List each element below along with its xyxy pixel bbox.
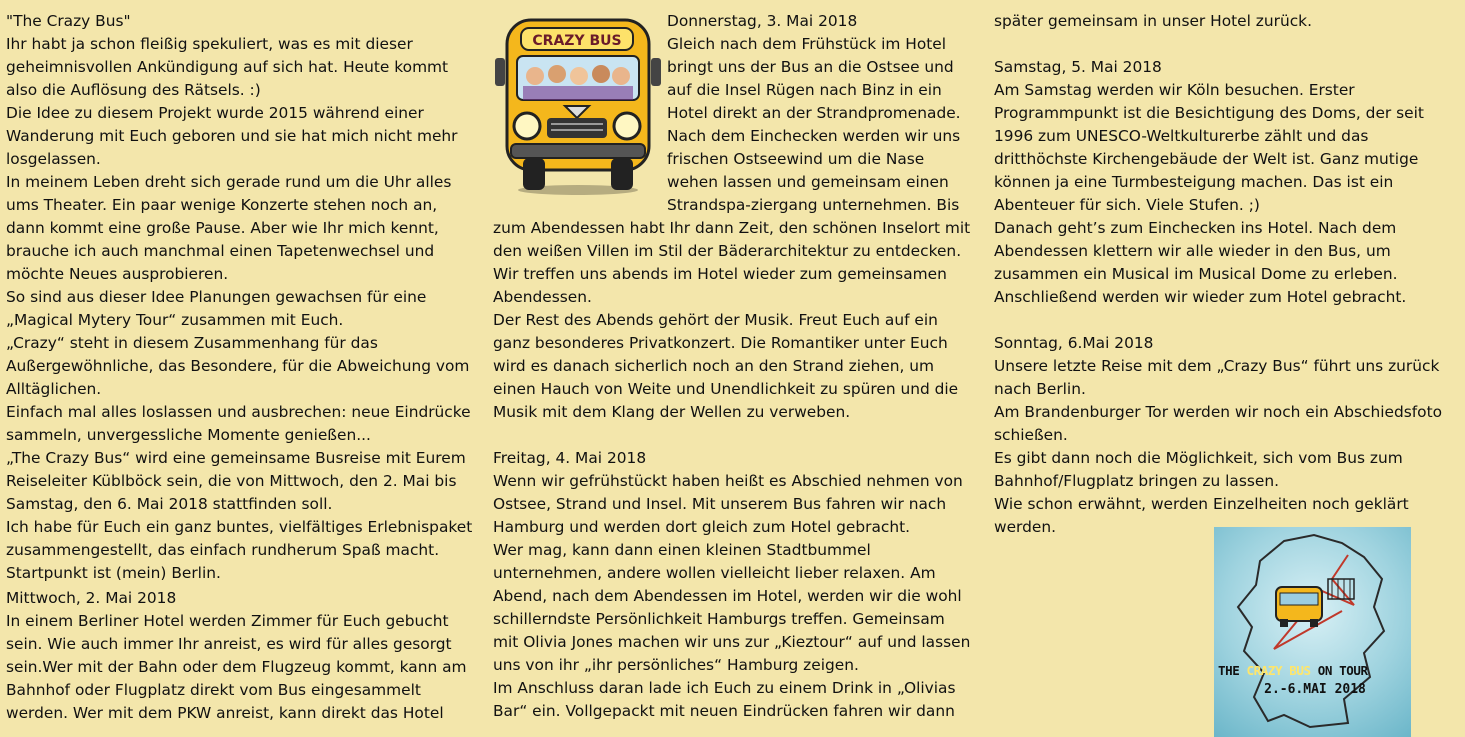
- day-text-thursday: Gleich nach dem Frühstück im Hotel bringt uns der Bus an die Ostsee und auf die Insel Rügen nach Binz in ein Hotel direkt an der Strandpromenade. Nach dem Einchecken werden wir uns frischen Ostseewind um die Nase wehen lassen und gemeinsam einen Strandspa-ziergang unternehmen. Bis zum Abendessen habt Ihr dann Zeit, den schönen Inselort mit den weißen Villen im Stil der Bäderarchitektur zu entdecken.: [493, 35, 971, 260]
- day-text-friday: Wer mag, kann dann einen kleinen Stadtbummel unternehmen, andere wollen vielleicht lieber relaxen. Am Abend, nach dem Abendessen im Hotel, werden wir die wohl schillerndste Persönlichkeit Hamburgs treffen. Gemeinsam mit Olivia Jones machen wir uns zur „Kieztour“ auf und lassen uns von ihr „ihr persönliches“ Hamburg zeigen.: [493, 541, 971, 674]
- intro-paragraph: In meinem Leben dreht sich gerade rund um die Uhr alles ums Theater. Ein paar wenige Konzerte stehen noch an, dann kommt eine große Pause. Aber wie Ihr mich kennt, brauche ich auch manchmal einen Tapetenwechsel und möchte Neues ausprobieren.: [6, 173, 452, 283]
- column-middle: [493, 10, 973, 723]
- tour-poster-image: [1214, 527, 1411, 737]
- day-heading-wednesday: Mittwoch, 2. Mai 2018: [6, 589, 177, 607]
- day-text-friday: Wenn wir gefrühstückt haben heißt es Abschied nehmen von Ostsee, Strand und Insel. Mit unserem Bus fahren wir nach Hamburg und werden dort gleich zum Hotel gebracht.: [493, 472, 963, 536]
- intro-paragraph: Ihr habt ja schon fleißig spekuliert, was es mit dieser geheimnisvollen Ankündigung auf sich hat. Heute kommt also die Auflösung des Rätsels. :): [6, 35, 449, 99]
- tour-title-pre: THE: [1218, 663, 1247, 678]
- day-text-friday: Im Anschluss daran lade ich Euch zu einem Drink in „Olivias Bar“ ein. Vollgepackt mit neuen Eindrücken fahren wir dann: [493, 679, 956, 720]
- day-text-sunday: Es gibt dann noch die Möglichkeit, sich vom Bus zum Bahnhof/Flugplatz bringen zu lassen.: [994, 449, 1403, 490]
- tour-title-highlight: CRAZY BUS: [1246, 663, 1311, 678]
- day-heading-friday: Freitag, 4. Mai 2018: [493, 449, 647, 467]
- day-text-thursday: Wir treffen uns abends im Hotel wieder zum gemeinsamen Abendessen.: [493, 265, 947, 306]
- day-text-thursday: Der Rest des Abends gehört der Musik. Freut Euch auf ein ganz besonderes Privatkonzert. Die Romantiker unter Euch wird es danach sicherlich noch an den Strand ziehen, um einen Hauch von Weite und Unendlichkeit zu spüren und die Musik mit dem Klang der Wellen zu verweben.: [493, 311, 959, 421]
- tour-poster-dates: 2.-6.MAI 2018: [1264, 682, 1366, 697]
- day-text-sunday: Am Brandenburger Tor werden wir noch ein Abschiedsfoto schießen.: [994, 403, 1443, 444]
- intro-paragraph: „Crazy“ steht in diesem Zusammenhang für das Außergewöhnliche, das Besondere, für die Abweichung vom Alltäglichen.: [6, 334, 470, 398]
- day-heading-sunday: Sonntag, 6.Mai 2018: [994, 334, 1154, 352]
- day-text-wednesday: In einem Berliner Hotel werden Zimmer für Euch gebucht sein. Wie auch immer Ihr anreist, es wird für alles gesorgt sein.Wer mit der Bahn oder dem Flugzeug kommt, kann am Bahnhof oder Flugplatz direkt vom Bus eingesammelt werden. Wer mit dem PKW anreist, kann direkt das Hotel: [6, 612, 467, 722]
- tour-poster-title: [1218, 664, 1411, 678]
- day-text-sunday: Wie schon erwähnt, werden Einzelheiten noch geklärt werden.: [994, 495, 1409, 536]
- column-right: [994, 10, 1444, 539]
- intro-paragraph: Startpunkt ist (mein) Berlin.: [6, 564, 221, 582]
- day-text-saturday: Danach geht’s zum Einchecken ins Hotel. Nach dem Abendessen klettern wir alle wieder in den Bus, um zusammen ein Musical im Musical Dome zu erleben. Anschließend werden wir wieder zum Hotel gebracht.: [994, 219, 1407, 306]
- intro-paragraph: Einfach mal alles loslassen und ausbrechen: neue Eindrücke sammeln, unvergessliche Momente genießen...: [6, 403, 471, 444]
- intro-title: "The Crazy Bus": [6, 12, 131, 30]
- crazy-bus-illustration: [493, 14, 663, 196]
- intro-paragraph: Ich habe für Euch ein ganz buntes, vielfältiges Erlebnispaket zusammengestellt, das einfach rundherum Spaß macht.: [6, 518, 473, 559]
- day-heading-thursday: Donnerstag, 3. Mai 2018: [667, 12, 858, 30]
- day-text-sunday: Unsere letzte Reise mit dem „Crazy Bus“ führt uns zurück nach Berlin.: [994, 357, 1440, 398]
- intro-paragraph: So sind aus dieser Idee Planungen gewachsen für eine „Magical Mytery Tour“ zusammen mit Euch.: [6, 288, 427, 329]
- bus-sign-text: CRAZY BUS: [532, 33, 622, 49]
- intro-paragraph: Die Idee zu diesem Projekt wurde 2015 während einer Wanderung mit Euch geboren und sie hat mich nicht mehr losgelassen.: [6, 104, 458, 168]
- column-left: [6, 10, 476, 725]
- tour-title-post: ON TOUR: [1310, 663, 1368, 678]
- germany-map-icon: [1214, 527, 1411, 737]
- intro-paragraph: „The Crazy Bus“ wird eine gemeinsame Busreise mit Eurem Reiseleiter Küblböck sein, die von Mittwoch, den 2. Mai bis Samstag, den 6. Mai 2018 stattfinden soll.: [6, 449, 466, 513]
- day-heading-saturday: Samstag, 5. Mai 2018: [994, 58, 1162, 76]
- day-text-saturday: Am Samstag werden wir Köln besuchen. Erster Programmpunkt ist die Besichtigung des Doms, der seit 1996 zum UNESCO-Weltkulturerbe zählt und das dritthöchste Kirchengebäude der Welt ist. Ganz mutige können ja eine Turmbesteigung machen. Das ist ein Abenteuer für sich. Viele Stufen. ;): [994, 81, 1424, 214]
- continued-text: später gemeinsam in unser Hotel zurück.: [994, 12, 1312, 30]
